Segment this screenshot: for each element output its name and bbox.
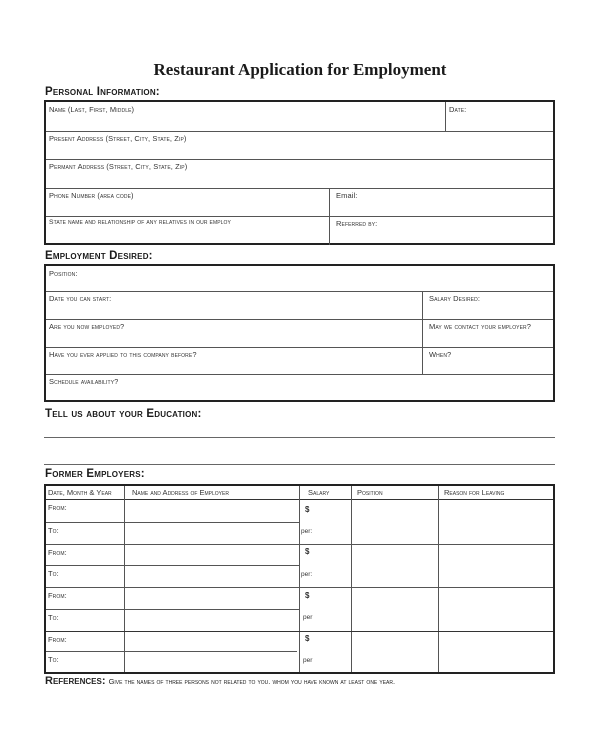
employer-2-position[interactable] [352,545,438,587]
email-label: Email: [336,191,358,200]
referred-by-label: Referred by: [336,219,378,228]
phone-number-label: Phone Number (area code) [49,191,134,200]
employer-3-reason[interactable] [439,588,553,631]
applied-before-label: Have you ever applied to this company before? [49,350,197,359]
employer-4-reason[interactable] [439,632,553,672]
employer-1-to[interactable] [46,523,124,544]
column-header-date: Date, Month & Year [48,488,112,497]
employer-1-position[interactable] [352,500,438,544]
document-title: Restaurant Application for Employment [153,60,447,79]
date-label: Date: [449,105,467,114]
schedule-availability-label: Schedule availability? [49,377,119,386]
present-address-field[interactable] [46,131,553,159]
start-date-field[interactable] [46,291,422,319]
relatives-label: State name and relationship of any relatives in our employ [49,219,231,226]
employer-3-position[interactable] [352,588,438,631]
employer-4-salary[interactable] [300,632,351,672]
references-heading-row [45,675,395,684]
permanent-address-field[interactable] [46,159,553,188]
relatives-field[interactable] [46,216,329,245]
employer-4-position[interactable] [352,632,438,672]
contact-employer-label: May we contact your employer? [429,322,532,331]
name-label: Name (Last, First, Middle) [49,105,135,114]
employment-desired-table [44,264,555,402]
per-label: per [303,614,313,621]
to-label: To: [48,569,59,578]
schedule-availability-field[interactable] [46,374,553,400]
column-header-reason: Reason for Leaving [444,488,505,497]
when-label: When? [429,350,452,359]
now-employed-field[interactable] [46,319,422,347]
column-header-position: Position [357,488,383,497]
start-date-label: Date you can start: [49,294,112,303]
employer-3-to[interactable] [46,610,124,631]
personal-information-heading: Personal Information: [45,86,160,98]
employer-2-salary[interactable] [300,545,351,587]
personal-information-table [44,100,555,245]
applied-before-field[interactable] [46,347,422,374]
permanent-address-label: Permant Address (Street, City, State, Zip) [49,162,188,171]
employer-4-name-address[interactable] [125,632,299,672]
per-label: per: [301,528,313,535]
contact-employer-field[interactable] [423,319,553,347]
dollar-sign: $ [305,547,310,556]
education-line-2[interactable] [44,464,555,465]
employer-3-salary[interactable] [300,588,351,631]
date-field[interactable] [446,102,553,131]
dollar-sign: $ [305,591,310,600]
name-field[interactable] [46,102,445,131]
from-label: From: [48,591,67,600]
position-field[interactable] [46,266,553,291]
per-label: per: [301,571,313,578]
to-label: To: [48,655,59,664]
employer-1-from[interactable] [46,500,124,522]
from-label: From: [48,635,67,644]
email-field[interactable] [330,188,553,216]
employer-1-reason[interactable] [439,500,553,544]
employer-1-salary[interactable] [300,500,351,544]
to-label: To: [48,526,59,535]
employer-2-to[interactable] [46,566,124,587]
salary-desired-field[interactable] [423,291,553,319]
now-employed-label: Are you now employed? [49,322,125,331]
education-line-1[interactable] [44,437,555,438]
former-employers-heading: Former Employers: [45,468,145,480]
dollar-sign: $ [305,505,310,514]
employer-4-to[interactable] [46,652,124,672]
referred-by-field[interactable] [330,216,553,245]
employment-desired-heading: Employment Desired: [45,250,153,262]
from-label: From: [48,503,67,512]
former-employers-table [44,484,555,674]
when-field[interactable] [423,347,553,374]
employer-3-name-address[interactable] [125,588,299,631]
employer-4-from[interactable] [46,632,124,651]
present-address-label: Present Address (Street, City, State, Zip) [49,134,187,143]
employer-3-from[interactable] [46,588,124,609]
per-label: per [303,657,313,664]
references-instruction: Give the names of three persons not related to you, whom you have known at least one year. [108,677,396,684]
column-header-salary: Salary [308,488,330,497]
education-heading: Tell us about your Education: [45,408,202,420]
from-label: From: [48,548,67,557]
position-label: Position: [49,269,78,278]
employer-2-name-address[interactable] [125,545,299,587]
salary-desired-label: Salary Desired: [429,294,481,303]
dollar-sign: $ [305,634,310,643]
employer-1-name-address[interactable] [125,500,299,544]
references-heading: References: [45,675,106,684]
to-label: To: [48,613,59,622]
column-header-employer: Name and Address of Employer [132,488,229,497]
employer-2-from[interactable] [46,545,124,565]
phone-number-field[interactable] [46,188,329,216]
employer-2-reason[interactable] [439,545,553,587]
